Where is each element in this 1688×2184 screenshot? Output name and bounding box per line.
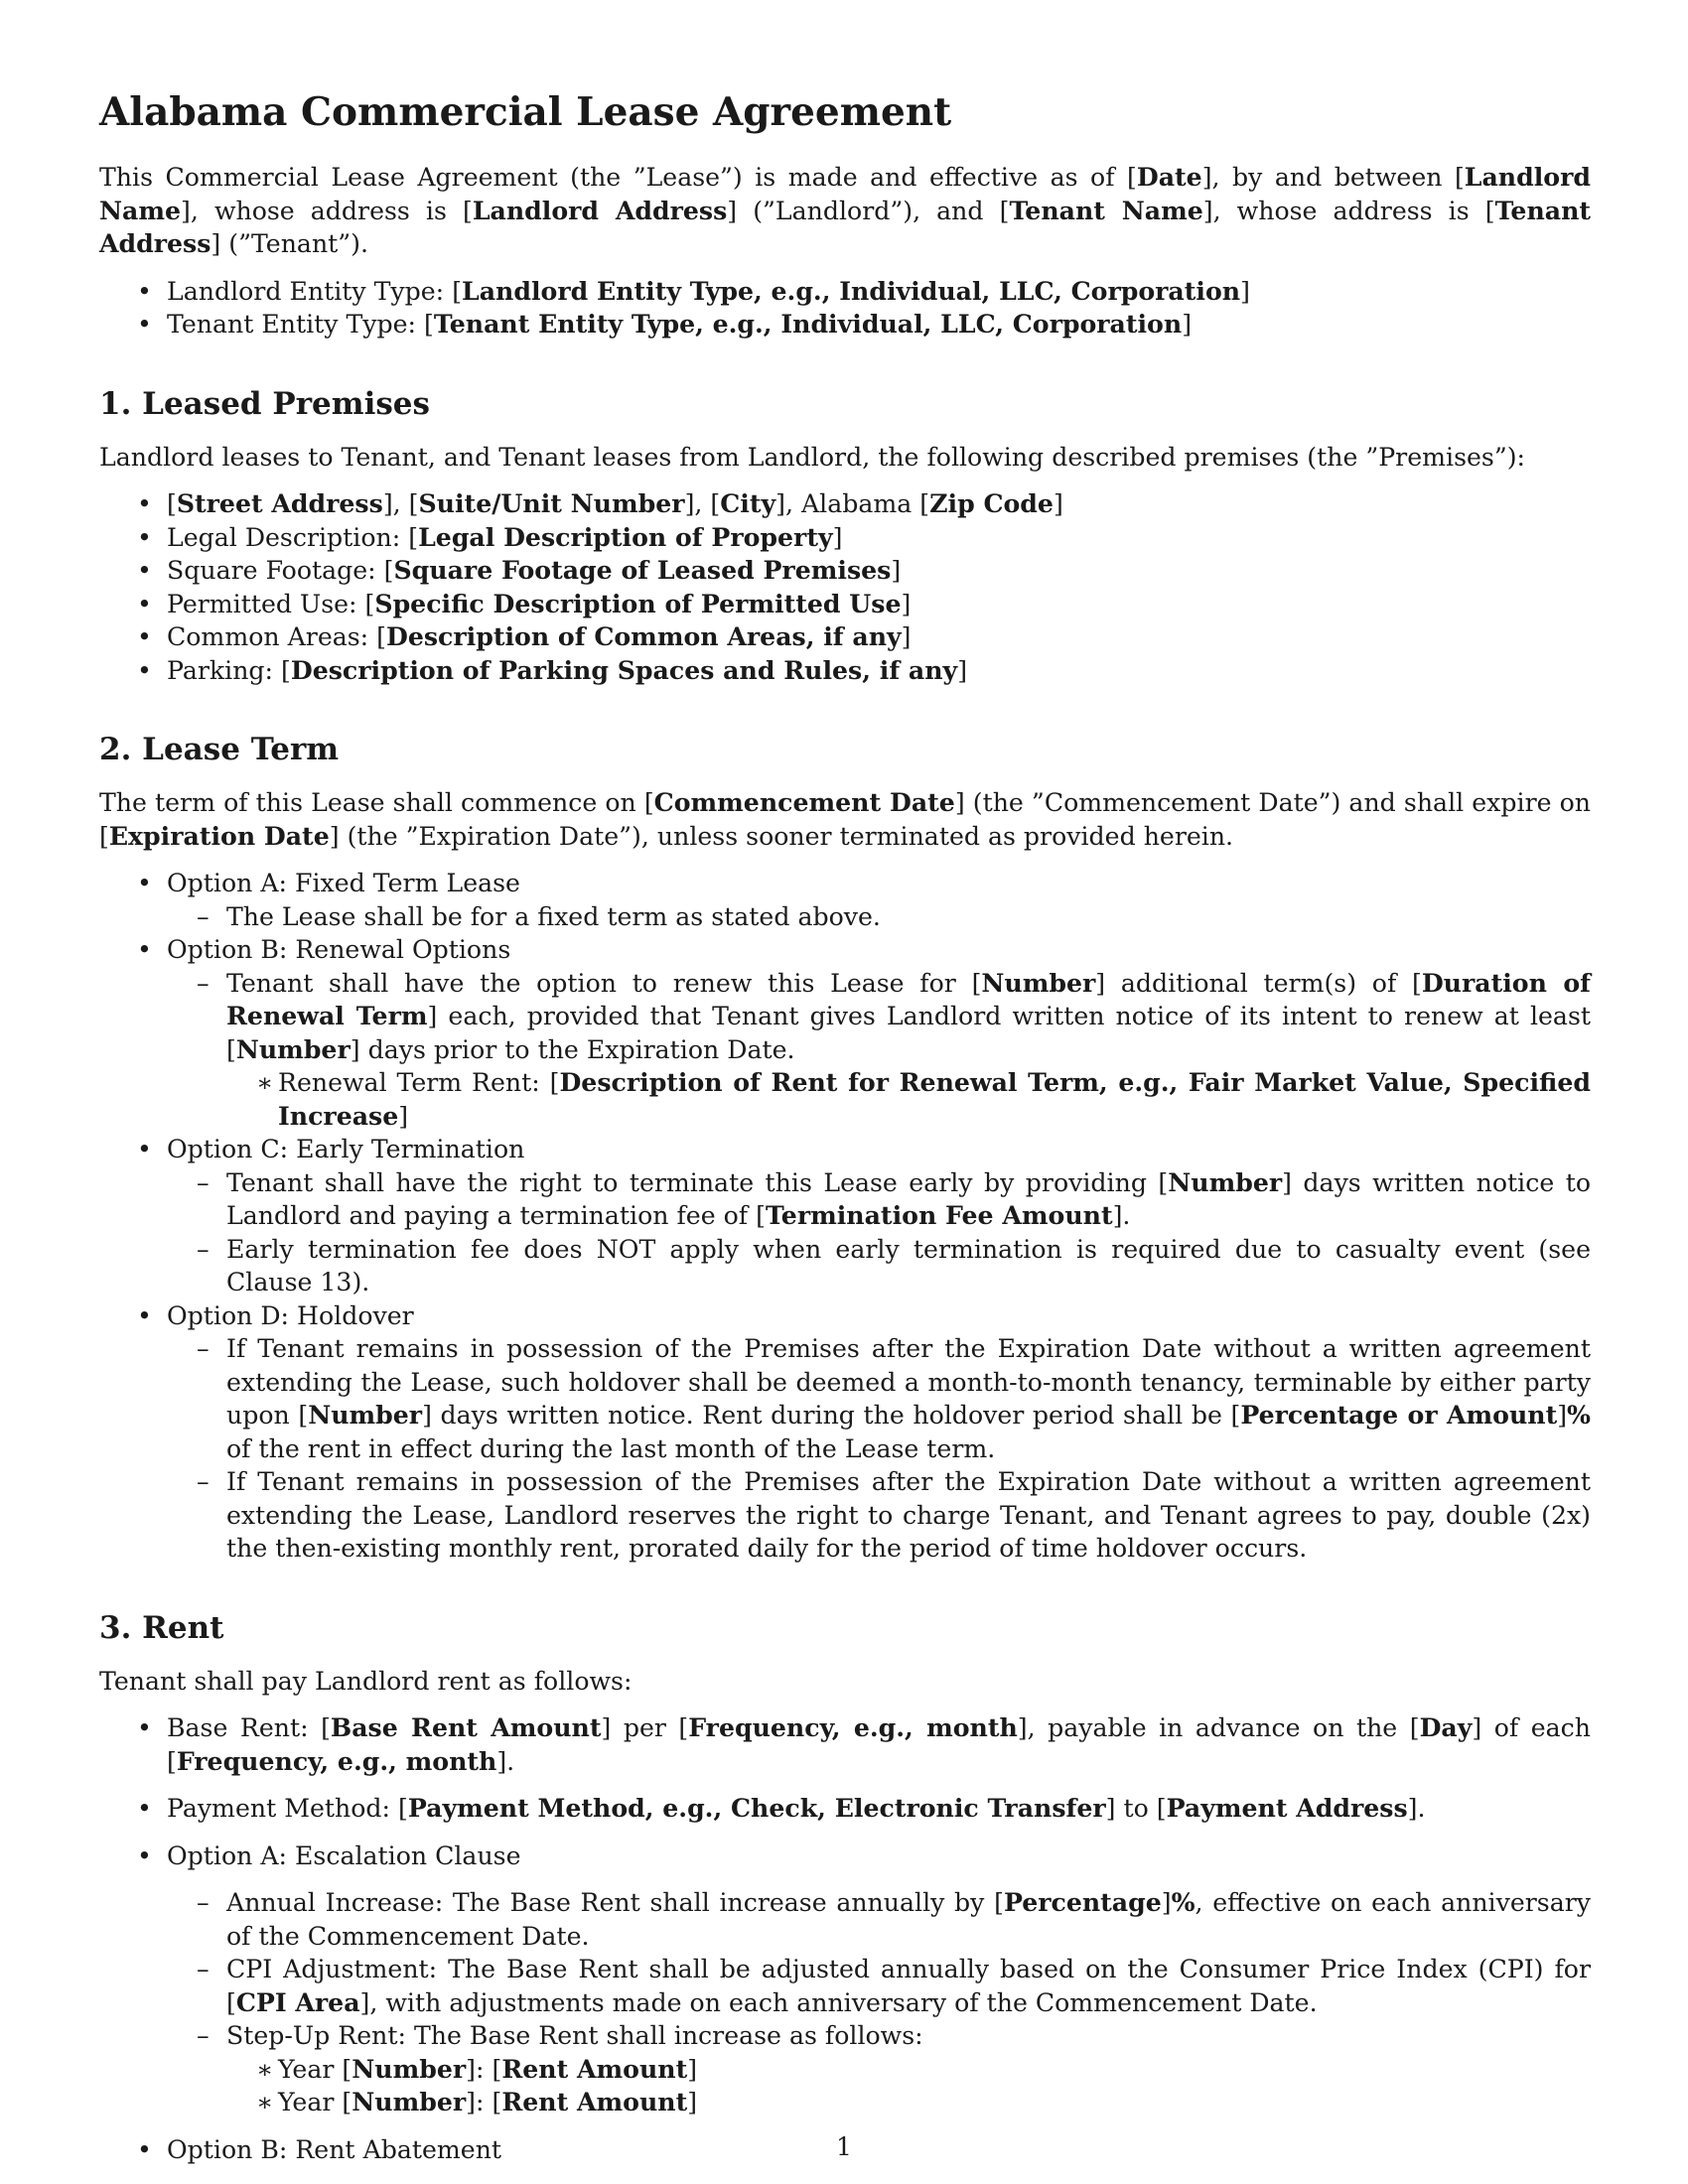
list-item: – Annual Increase: The Base Rent shall increase annually by [Percentage]%, effective on each anniversary of the Commencement Date. bbox=[167, 1886, 1591, 1953]
list-item: • Option C: Early Termination – Tenant shall have the right to terminate this Lease early by providing [Number] days written notice to Landlord and paying a termination fee of [Termination Fee Amount]. – Early termination fee does NOT apply when early termination is required due to casualty event (see Clause 13). bbox=[99, 1133, 1591, 1299]
list-item: • Tenant Entity Type: [Tenant Entity Type, e.g., Individual, LLC, Corporation] bbox=[99, 308, 1591, 341]
list-item: • Option A: Escalation Clause – Annual Increase: The Base Rent shall increase annually by [Percentage]%, effective on each anniversary of the Commencement Date. – CPI Adjustment: The Base Rent shall be adjusted annually based on the Consumer Price Index (CPI) for [CPI Area], with adjustments made on each anniversary of the Commencement Date. – Step-Up Rent: The Base Rent shall increase as follows: ∗ Year [Number]: [Rent Amount] ∗ Year [Number]: [Rent Amount] bbox=[99, 1840, 1591, 2119]
list-item: • Base Rent: [Base Rent Amount] per [Frequency, e.g., month], payable in advance on the [Day] of each [Frequency, e.g., month]. bbox=[99, 1711, 1591, 1778]
list-item: ∗ Year [Number]: [Rent Amount] bbox=[226, 2053, 1591, 2087]
document-title: Alabama Commercial Lease Agreement bbox=[99, 89, 952, 135]
list-item: • Option B: Rent Abatement bbox=[99, 2133, 1591, 2167]
placeholder-date: Date bbox=[1136, 162, 1202, 192]
page-number: 1 bbox=[836, 2132, 852, 2161]
document-page bbox=[99, 89, 1591, 2166]
placeholder-landlord-address: Landlord Address bbox=[472, 195, 728, 225]
list-item: • Legal Description: [Legal Description of Property] bbox=[99, 521, 1591, 555]
section-heading-rent: 3. Rent bbox=[99, 1609, 224, 1646]
list-item: ∗ Renewal Term Rent: [Description of Rent for Renewal Term, e.g., Fair Market Value, Specified Increase] bbox=[226, 1066, 1591, 1133]
section-1-intro: Landlord leases to Tenant, and Tenant leases from Landlord, the following described premises (the ”Premises”): bbox=[99, 442, 1526, 472]
entity-type-list bbox=[99, 275, 1591, 341]
list-item: • Common Areas: [Description of Common Areas, if any] bbox=[99, 620, 1591, 654]
section-heading-lease-term: 2. Lease Term bbox=[99, 732, 340, 767]
list-item: – CPI Adjustment: The Base Rent shall be adjusted annually based on the Consumer Price Index (CPI) for [CPI Area], with adjustments made on each anniversary of the Commencement Date. bbox=[167, 1953, 1591, 2019]
list-item: – The Lease shall be for a fixed term as stated above. bbox=[167, 900, 1591, 934]
list-item: • Option B: Renewal Options – Tenant shall have the option to renew this Lease for [Number] additional term(s) of [Duration of Renewal Term] each, provided that Tenant gives Landlord written notice of its intent to renew at least [Number] days prior to the Expiration Date. ∗ Renewal Term Rent: [Description of Rent for Renewal Term, e.g., Fair Market Value, Specified Increase] bbox=[99, 933, 1591, 1133]
rent-list bbox=[99, 1711, 1591, 2166]
placeholder-tenant-address: Tenant Address bbox=[99, 195, 1592, 258]
list-item: – If Tenant remains in possession of the Premises after the Expiration Date without a written agreement extending the Lease, such holdover shall be deemed a month-to-month tenancy, terminable by either party upon [Number] days written notice. Rent during the holdover period shall be [Percentage or Amount]% of the rent in effect during the last month of the Lease term. bbox=[167, 1332, 1591, 1465]
list-item: – Tenant shall have the option to renew this Lease for [Number] additional term(s) of [Duration of Renewal Term] each, provided that Tenant gives Landlord written notice of its intent to renew at least [Number] days prior to the Expiration Date. ∗ Renewal Term Rent: [Description of Rent for Renewal Term, e.g., Fair Market Value, Specified Increase] bbox=[167, 967, 1591, 1134]
list-item: – Early termination fee does NOT apply when early termination is required due to casualty event (see Clause 13). bbox=[167, 1233, 1591, 1299]
section-3-intro: Tenant shall pay Landlord rent as follows: bbox=[99, 1666, 633, 1696]
lease-term-options-list bbox=[99, 867, 1591, 1566]
premises-list bbox=[99, 487, 1591, 687]
list-item: • Parking: [Description of Parking Spaces and Rules, if any] bbox=[99, 654, 1591, 688]
list-item: • Permitted Use: [Specific Description of Permitted Use] bbox=[99, 588, 1591, 621]
section-heading-leased-premises: 1. Leased Premises bbox=[99, 385, 430, 422]
list-item: – If Tenant remains in possession of the Premises after the Expiration Date without a written agreement extending the Lease, Landlord reserves the right to charge Tenant, and Tenant agrees to pay, double (2x) the then-existing monthly rent, prorated daily for the period of time holdover occurs. bbox=[167, 1465, 1591, 1566]
list-item: – Step-Up Rent: The Base Rent shall increase as follows: ∗ Year [Number]: [Rent Amount] ∗ Year [Number]: [Rent Amount] bbox=[167, 2019, 1591, 2119]
list-item: • Option D: Holdover – If Tenant remains in possession of the Premises after the Expiration Date without a written agreement extending the Lease, such holdover shall be deemed a month-to-month tenancy, terminable by either party upon [Number] days written notice. Rent during the holdover period shall be [Percentage or Amount]% of the rent in effect during the last month of the Lease term. – If Tenant remains in possession of the Premises after the Expiration Date without a written agreement extending the Lease, Landlord reserves the right to charge Tenant, and Tenant agrees to pay, double (2x) the then-existing monthly rent, prorated daily for the period of time holdover occurs. bbox=[99, 1299, 1591, 1566]
placeholder-landlord-name: Landlord Name bbox=[99, 162, 1591, 225]
list-item: • Square Footage: [Square Footage of Leased Premises] bbox=[99, 554, 1591, 588]
list-item: • Option A: Fixed Term Lease – The Lease shall be for a fixed term as stated above. bbox=[99, 867, 1591, 933]
list-item: – Tenant shall have the right to terminate this Lease early by providing [Number] days written notice to Landlord and paying a termination fee of [Termination Fee Amount]. bbox=[167, 1166, 1591, 1233]
section-2-intro: The term of this Lease shall commence on [Commencement Date] (the ”Commencement Date”) and shall expire on [Expiration Date] (the ”Expiration Date”), unless sooner terminated as provided herein. bbox=[99, 787, 1592, 851]
list-item: • [Street Address], [Suite/Unit Number], [City], Alabama [Zip Code] bbox=[99, 487, 1591, 521]
list-item: • Payment Method: [Payment Method, e.g., Check, Electronic Transfer] to [Payment Address]. bbox=[99, 1792, 1591, 1826]
intro-paragraph: This Commercial Lease Agreement (the ”Lease”) is made and effective as of [Date], by and between [Landlord Name], whose address is [Landlord Address] (”Landlord”), and [Tenant Name], whose address is [Tenant Address] (”Tenant”). bbox=[99, 162, 1592, 258]
list-item: • Landlord Entity Type: [Landlord Entity Type, e.g., Individual, LLC, Corporation] bbox=[99, 275, 1591, 309]
list-item: ∗ Year [Number]: [Rent Amount] bbox=[226, 2086, 1591, 2119]
placeholder-tenant-name: Tenant Name bbox=[1009, 195, 1203, 225]
